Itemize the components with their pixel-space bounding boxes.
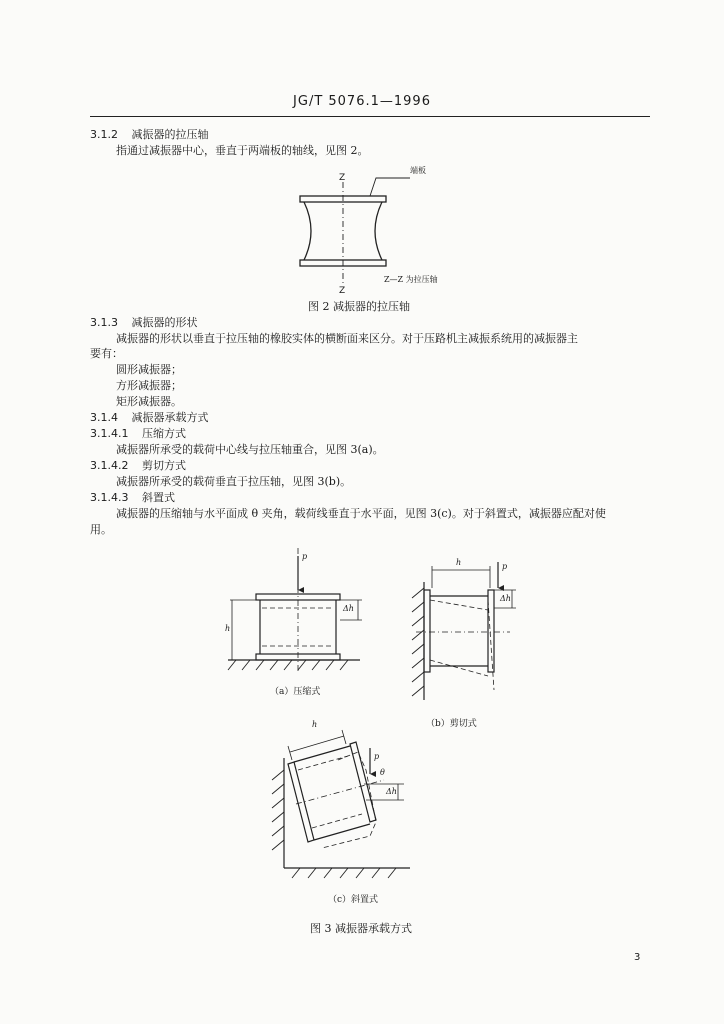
fig3b-height-label: h <box>456 558 462 567</box>
section-number: 3.1.4.2 <box>90 459 129 472</box>
fig3c-angle-label: θ <box>380 768 385 777</box>
section-3-1-3-text-line2: 要有： <box>90 347 123 360</box>
section-3-1-2-text: 指通过减振器中心，垂直于两端板的轴线，见图 2。 <box>116 144 369 157</box>
figure-3c-inclined <box>272 730 410 878</box>
axis-label-bottom: Z <box>339 286 346 296</box>
fig3a-height-label: h <box>225 624 231 633</box>
section-number: 3.1.4 <box>90 411 118 424</box>
fig3b-load-label: p <box>502 562 508 571</box>
fig3c-load-label: p <box>374 752 380 761</box>
fig3c-height-label: h <box>312 720 318 729</box>
section-3-1-4-2-text: 减振器所承受的载荷垂直于拉压轴，见图 3(b)。 <box>116 475 352 488</box>
section-title: 压缩方式 <box>141 427 186 440</box>
figure-3b-shear <box>412 562 516 700</box>
section-title: 减振器的形状 <box>131 316 198 329</box>
section-3-1-4-3-text-line2: 用。 <box>90 523 112 536</box>
shape-list-item: 矩形减振器。 <box>116 395 182 408</box>
fig3a-load-label: p <box>302 552 308 561</box>
section-3-1-4-3-text-line1: 减振器的压缩轴与水平面成 θ 夹角，载荷线垂直于水平面，见图 3(c)。对于斜置式，减振器应配对使 <box>116 507 606 520</box>
figure-2-caption: 图 2 减振器的拉压轴 <box>308 300 410 313</box>
fig3c-caption: （c）斜置式 <box>328 895 379 905</box>
section-title: 斜置式 <box>141 491 175 504</box>
section-number: 3.1.4.1 <box>90 427 129 440</box>
standard-code-header: JG/T 5076.1—1996 <box>293 94 431 109</box>
shape-list-item: 圆形减振器； <box>116 363 182 376</box>
fig3b-caption: （b）剪切式 <box>426 719 477 729</box>
figure-3a-compression <box>228 548 362 672</box>
axis-label-top: Z <box>339 173 346 183</box>
end-plate-label: 端板 <box>410 166 426 175</box>
fig3c-deflection-label: Δh <box>386 787 397 796</box>
fig3a-caption: （a）压缩式 <box>270 687 321 697</box>
shape-list-item: 方形减振器； <box>116 379 182 392</box>
section-title: 剪切方式 <box>141 459 186 472</box>
section-title: 减振器承载方式 <box>131 411 209 424</box>
figure-3-caption: 图 3 减振器承载方式 <box>310 922 412 935</box>
fig3a-deflection-label: Δh <box>343 604 354 613</box>
section-number: 3.1.4.3 <box>90 491 129 504</box>
section-number: 3.1.2 <box>90 128 118 141</box>
section-title: 减振器的拉压轴 <box>131 128 209 141</box>
axis-note-label: Z—Z 为拉压轴 <box>384 275 438 284</box>
section-number: 3.1.3 <box>90 316 118 329</box>
page-number: 3 <box>634 952 641 963</box>
fig3b-deflection-label: Δh <box>500 594 511 603</box>
section-3-1-3-text-line1: 减振器的形状以垂直于拉压轴的橡胶实体的横断面来区分。对于压路机主减振系统用的减振器主 <box>116 332 578 345</box>
section-3-1-4-1-text: 减振器所承受的载荷中心线与拉压轴重合，见图 3(a)。 <box>116 443 384 456</box>
